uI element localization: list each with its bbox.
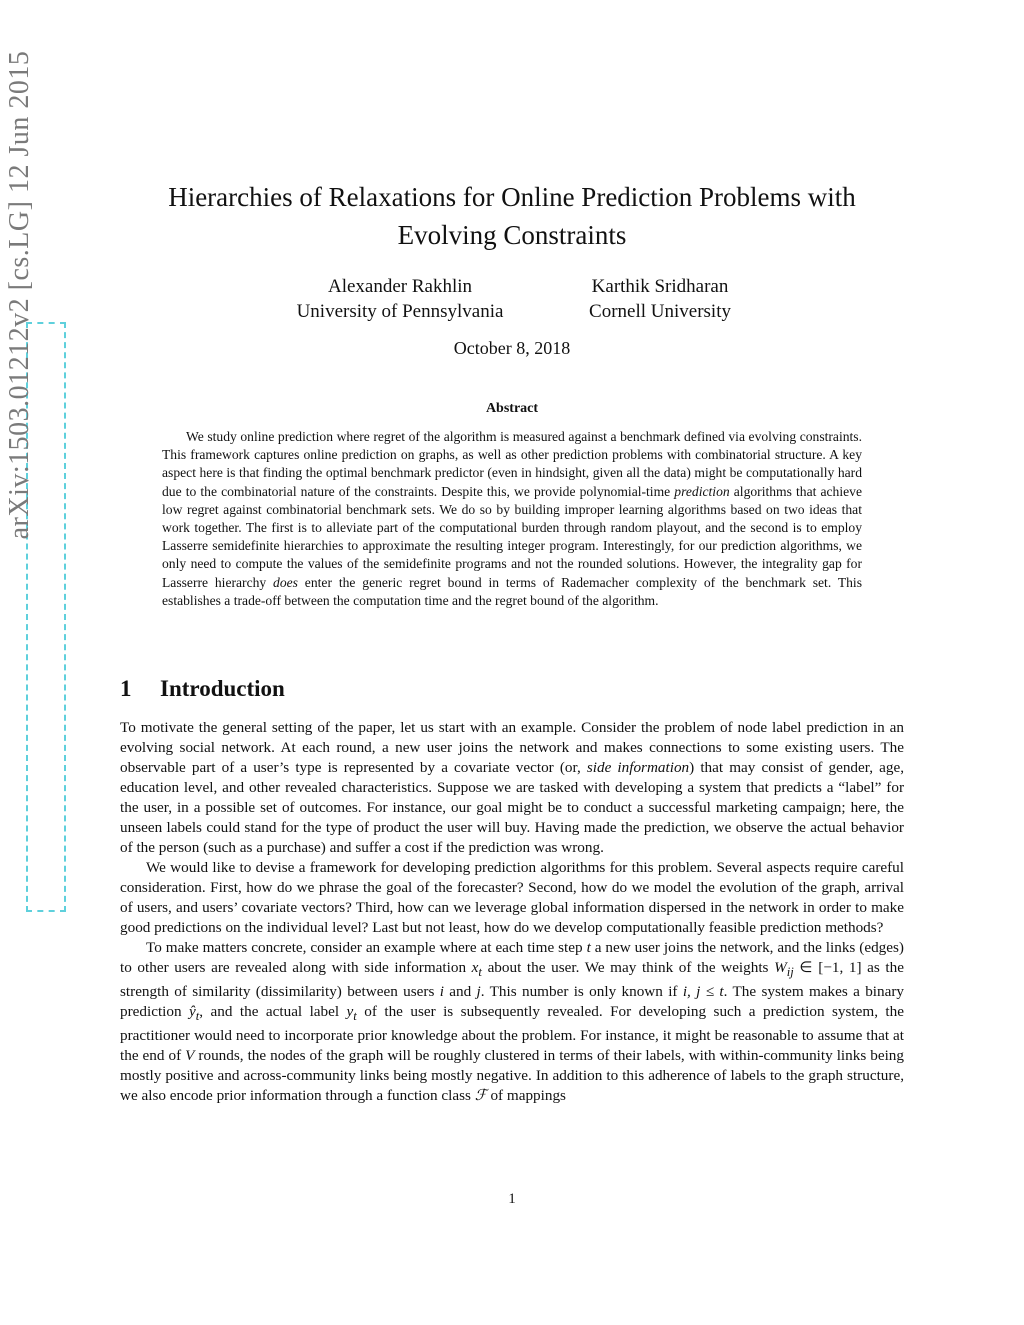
paragraph-2: We would like to devise a framework for developing prediction algorithms for this problem. Several aspects require careful consideration. First, how do we phrase the goal of the forecaster? Second, how do we model the evolution of the graph, arrival of users, and users’ covariate vectors? Third, how can we leverage global information dispersed in the network in order to make good predictions on the individual level? Last but not least, how do we develop computationally feasible prediction methods?	[120, 859, 904, 936]
arxiv-stamp-text[interactable]: arXiv:1503.01212v2 [cs.LG] 12 Jun 2015	[4, 50, 35, 540]
math-symbol: y	[346, 1003, 354, 1021]
text-run: and	[443, 983, 477, 1001]
math-symbol: ℱ	[474, 1087, 487, 1105]
math-symbol: x	[471, 959, 479, 976]
text-run: about the user. We may think of the weights	[481, 959, 775, 976]
text-run: of mappings	[486, 1087, 566, 1105]
math-subscript: t	[353, 1009, 357, 1024]
paragraph-3	[120, 938, 904, 1106]
math-symbol: ŷ	[189, 1003, 196, 1021]
abstract-part: We study online prediction where regret of the algorithm is measured against a benchmark defined via evolving constraints. This framework captures online prediction on graphs, as well as other prediction problems with combinatorial structure. A key aspect here is that finding the optimal benchmark predictor (even in hindsight, given all the data) might be computationally hard due to the combinatorial nature of the constraints. Despite this, we provide polynomial-time	[162, 429, 862, 499]
author-affiliation: University of Pennsylvania	[296, 301, 504, 322]
author-name: Alexander Rakhlin	[327, 276, 473, 297]
author-1	[270, 274, 530, 324]
text-run: ) that may consist of gender, age, education level, and other revealed characteristics. Suppose we are tasked with developing a system that predicts a “label” for the user, in a possible set of outcomes. For instance, our goal might be to conduct a successful marketing campaign; here, the unseen labels could stand for the type of product the user will buy. Having made the prediction, we observe the actual behavior of the person (such as a purchase) and suffer a cost if the prediction was wrong.	[120, 759, 904, 856]
text-run: rounds, the nodes of the graph will be roughly clustered in terms of their labels, with within-community links being mostly positive and across-community links being mostly negative. In addition to this adherence of labels to the graph structure, we also encode prior information through a function class	[120, 1047, 904, 1105]
text-emphasis: side information	[586, 759, 690, 776]
author-2	[560, 274, 760, 324]
paper-date: October 8, 2018	[453, 338, 571, 358]
text-run: , and the actual label	[199, 1003, 347, 1021]
section-title: Introduction	[160, 676, 285, 701]
text-run: ∈ [−1, 1] as the strength of similarity (dissimilarity) between users	[120, 959, 904, 1001]
math-symbol: t	[586, 939, 591, 956]
section-number: 1	[120, 676, 132, 701]
abstract-text	[162, 428, 862, 610]
abstract-part: algorithms that achieve low regret against combinatorial benchmark sets. We do so by building improper learning algorithms based on two ideas that work together. The first is to alleviate part of the computational burden through random playout, and the second is to employ Lasserre semidefinite hierarchies to approximate the resulting integer program. Interestingly, for our prediction algorithms, we only need to compute the values of the semidefinite programs and not the rounded solutions. However, the integrality gap for Lasserre hierarchy	[162, 483, 862, 590]
abstract-heading: Abstract	[485, 401, 539, 416]
abstract-emphasis: does	[273, 574, 298, 590]
paragraph-1	[120, 718, 904, 858]
math-subscript: t	[195, 1009, 200, 1024]
author-name: Karthik Sridharan	[591, 276, 729, 297]
text-run: To motivate the general setting of the paper, let us start with an example. Consider the problem of node label prediction in an evolving social network. At each round, a new user joins the network and makes connections to some existing users. The observable part of a user’s type is represented by a covariate vector (or,	[120, 719, 904, 776]
math-subscript: ij	[786, 965, 794, 980]
abstract-part: enter the generic regret bound in terms of Rademacher complexity of the benchmark set. This establishes a trade-off between the computation time and the regret bound of the algorithm.	[162, 574, 862, 608]
text-run: . The system makes a binary prediction	[120, 983, 904, 1021]
text-run: . This number is only known if	[480, 983, 683, 1001]
math-symbol: i	[439, 983, 444, 1001]
paper-title: Hierarchies of Relaxations for Online Prediction Problems with Evolving Constraints	[168, 182, 856, 250]
page-number: 1	[508, 1191, 516, 1207]
math-symbol: V	[185, 1047, 195, 1065]
abstract-emphasis: prediction	[674, 483, 730, 499]
math-symbol: W	[774, 959, 787, 976]
text-run: a new user joins the network, and the links (edges) to other users are revealed along with side information	[120, 939, 904, 976]
math-symbol: i, j ≤ t	[682, 983, 724, 1001]
text-run: of the user is subsequently revealed. For developing such a prediction system, the practitioner would need to incorporate prior knowledge about the problem. For instance, it might be reasonable to assume that at the end of	[120, 1003, 904, 1065]
body-text	[120, 718, 904, 1106]
math-subscript: t	[478, 965, 482, 980]
text-run: To make matters concrete, consider an example where at each time step	[146, 939, 587, 956]
section-heading	[120, 676, 285, 702]
math-symbol: j	[476, 983, 481, 1001]
author-affiliation: Cornell University	[589, 301, 731, 322]
